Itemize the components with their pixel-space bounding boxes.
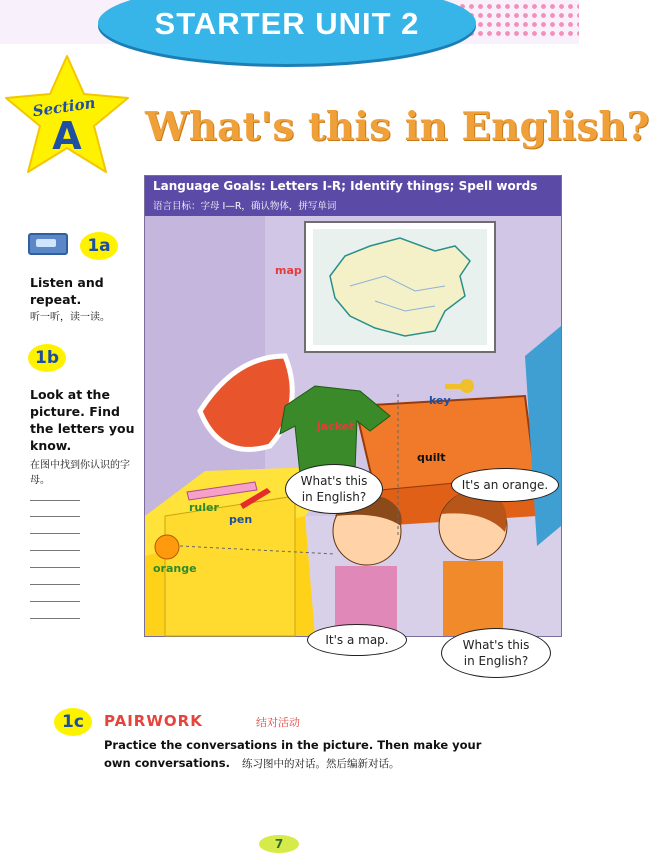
answer-line[interactable] (30, 601, 80, 602)
label-map: map (275, 264, 302, 277)
cassette-tape-icon (28, 233, 68, 255)
answer-line[interactable] (30, 584, 80, 585)
label-quilt: quilt (417, 451, 446, 464)
answer-line[interactable] (30, 516, 80, 517)
answer-line[interactable] (30, 567, 80, 568)
answer-line[interactable] (30, 533, 80, 534)
page-number: 7 (259, 835, 299, 853)
pairwork-heading: PAIRWORK (104, 712, 203, 730)
activity-1b-cn: 在图中找到你认识的字 母。 (30, 460, 130, 486)
answer-line[interactable] (30, 500, 80, 501)
speech-bubble-3: It's a map. (307, 624, 407, 656)
answer-line[interactable] (30, 550, 80, 551)
language-goals-en: Language Goals: Letters I-R; Identify things; Spell words (153, 179, 538, 193)
section-letter: A (52, 114, 82, 158)
answer-line[interactable] (30, 618, 80, 619)
scene-picture (144, 175, 562, 647)
label-jacket: jacket (317, 420, 355, 433)
pairwork-instruction: Practice the conversations in the picture. Then make your own conversations. 练习图中的对话。然后编新对话。 (104, 738, 482, 770)
unit-title: STARTER UNIT 2 (154, 6, 420, 41)
label-orange: orange (153, 562, 197, 575)
label-key: key (429, 394, 451, 407)
speech-bubble-1: What's this in English? (285, 464, 383, 514)
activity-1a-cn: 听一听，读一读。 (30, 312, 110, 323)
label-ruler: ruler (189, 501, 219, 514)
page-title: What's this in English? (145, 104, 650, 150)
speech-bubble-4: What's this in English? (441, 628, 551, 678)
section-word: Section (31, 93, 97, 121)
activity-number-1b: 1b (28, 344, 66, 372)
speech-bubble-2: It's an orange. (451, 468, 559, 502)
activity-1b-heading: Look at the picture. Find the letters you know. (30, 387, 135, 453)
language-goals-cn: 语言目标：字母 I—R，确认物体，拼写单词 (153, 201, 337, 212)
pairwork-heading-cn: 结对活动 (256, 716, 300, 729)
activity-number-1c: 1c (54, 708, 92, 736)
activity-number-1a: 1a (80, 232, 118, 260)
label-pen: pen (229, 513, 253, 526)
activity-1a-heading: Listen and repeat. (30, 275, 104, 307)
